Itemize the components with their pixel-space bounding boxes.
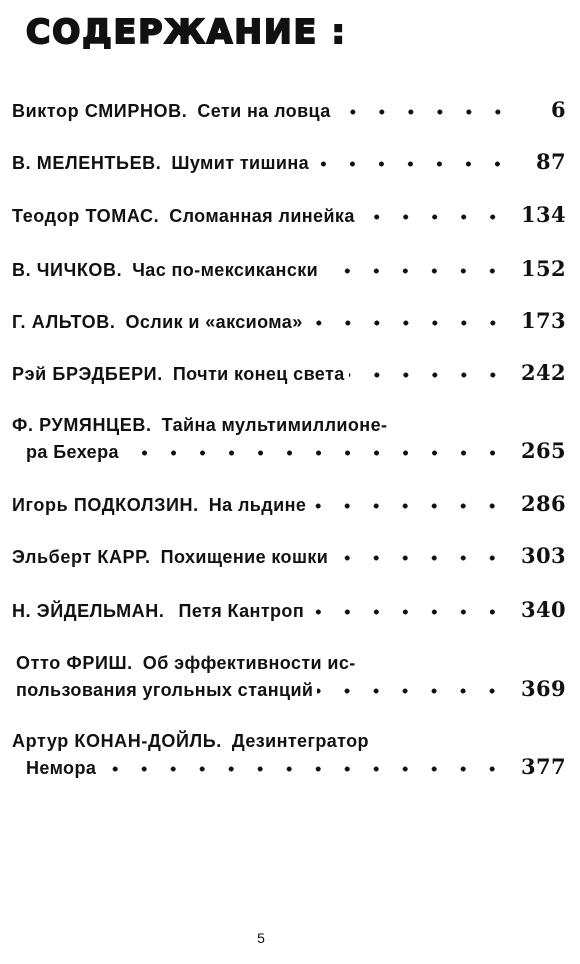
toc-title: Петя Кантроп [178,601,305,621]
toc-title: Тайна мультимиллионе- [161,415,388,435]
toc-page: 303 [520,543,566,568]
toc-author: Рэй БРЭДБЕРИ. [12,364,163,384]
toc-author: Теодор ТОМАС. [12,206,160,226]
toc-entry [12,360,568,386]
toc-entry [12,412,568,464]
toc-title: Час по-мексикански [132,260,319,280]
toc-entry [12,308,568,334]
dot-leader [310,491,517,511]
toc-page: 87 [535,149,566,174]
toc-title: Сломанная линейка [169,206,355,226]
toc-title: Ослик и «аксиома» [125,312,303,332]
dot-leader [332,543,517,563]
dot-leader [349,360,517,380]
toc-author: Эльберт КАРР. [12,547,151,567]
toc-entry [12,256,568,282]
toc-page: 377 [520,754,566,779]
toc-title-continued: Немора [26,758,97,778]
toc-author: Виктор СМИРНОВ. [12,101,188,121]
toc-entry [12,650,568,702]
toc-title-continued: ра Бехера [26,442,119,462]
contents-title: СОДЕРЖАНИЕ : [26,12,347,51]
toc-title: Дезинтегратор [231,731,369,751]
toc-title: Похищение кошки [160,547,329,567]
toc-author: Ф. РУМЯНЦЕВ. [12,415,152,435]
toc-page: 6 [550,97,566,122]
toc-title: Сети на ловца [197,101,331,121]
toc-author: В. ЧИЧКОВ. [12,260,123,280]
toc-entry [12,543,568,569]
toc-author: Игорь ПОДКОЛЗИН. [12,495,199,515]
toc-page: 173 [520,308,566,333]
dot-leader [100,754,517,774]
toc-title-continued: пользования угольных станций [16,680,314,700]
dot-leader [322,256,517,276]
toc-author: Артур КОНАН-ДОЙЛЬ. [12,731,222,751]
toc-page: 242 [520,360,566,385]
toc-author: Отто ФРИШ. [16,653,133,673]
dot-leader [308,597,517,617]
toc-entry [12,149,568,175]
toc-title: Об эффективности ис- [142,653,356,673]
toc-title: Почти конец света [172,364,345,384]
toc-author: Г. АЛЬТОВ. [12,312,116,332]
toc-page: 265 [520,438,566,463]
toc-page: 340 [520,597,566,622]
page-number: 5 [257,930,265,946]
toc-page: 134 [520,202,566,227]
toc-entry [12,491,568,517]
toc-title: На льдине [208,495,307,515]
toc-entry [12,728,568,780]
dot-leader [335,97,522,117]
toc-page: 286 [520,491,566,516]
dot-leader [317,676,517,696]
dot-leader [123,438,517,458]
dot-leader [313,149,522,169]
toc-entry [12,597,568,623]
toc-author: В. МЕЛЕНТЬЕВ. [12,153,162,173]
toc-entry [12,97,568,123]
toc-title: Шумит тишина [171,153,310,173]
dot-leader [307,308,517,328]
toc-page: 369 [520,676,566,701]
toc-author: Н. ЭЙДЕЛЬМАН. [12,601,165,621]
dot-leader [359,202,517,222]
toc-entry [12,202,568,228]
toc-page: 152 [520,256,566,281]
